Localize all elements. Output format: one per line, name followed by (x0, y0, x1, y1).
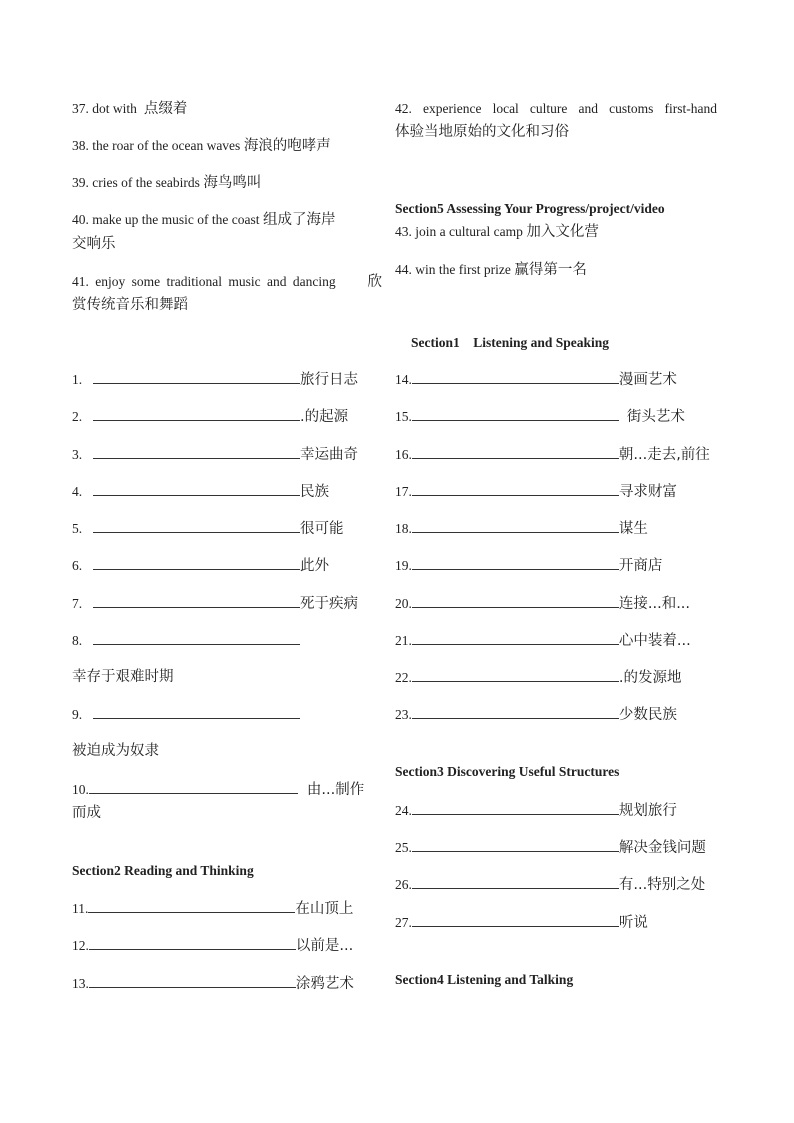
item-number: 9. (72, 707, 83, 722)
vocab-chinese: 点缀着 (143, 101, 188, 117)
item-chinese: 解决金钱问题 (618, 840, 706, 856)
vocab-chinese: 组成了海岸 (262, 212, 336, 228)
item-chinese: 规划旅行 (618, 803, 677, 819)
answer-blank[interactable] (412, 801, 619, 815)
fill-item-12 (72, 936, 353, 956)
answer-blank[interactable] (89, 974, 296, 988)
item-chinese: 连接...和... (618, 596, 691, 612)
fill-item-17 (395, 482, 677, 502)
item-number: 6. (72, 558, 83, 573)
fill-item-26 (395, 875, 705, 895)
item-chinese: 民族 (300, 484, 329, 500)
section4-heading: Section4 Listening and Talking (395, 972, 574, 987)
answer-blank[interactable] (412, 556, 619, 570)
item-number: 5. (72, 521, 83, 536)
fill-item-13 (72, 974, 354, 994)
answer-blank[interactable] (412, 482, 619, 496)
item-chinese: .的发源地 (618, 670, 682, 686)
answer-blank[interactable] (93, 519, 300, 533)
item-number: 16. (395, 447, 412, 462)
answer-blank[interactable] (93, 445, 300, 459)
item-number: 18. (395, 521, 412, 536)
vocab-english: 38. the roar of the ocean waves (72, 138, 241, 153)
vocab-english: 43. join a cultural camp (395, 224, 523, 239)
answer-blank[interactable] (88, 899, 295, 913)
answer-blank[interactable] (412, 838, 619, 852)
item-chinese: 幸运曲奇 (300, 447, 358, 463)
vocab-item-38 (72, 137, 331, 156)
item-number: 17. (395, 484, 412, 499)
vocab-item-39 (72, 174, 261, 193)
item-number: 22. (395, 670, 412, 685)
answer-blank[interactable] (93, 556, 300, 570)
item-chinese: 开商店 (618, 558, 663, 574)
fill-item-9-chinese: 被迫成为奴隶 (72, 743, 159, 759)
vocab-english: 40. make up the music of the coast (72, 212, 260, 227)
fill-item-11 (72, 899, 353, 919)
item-number: 19. (395, 558, 412, 573)
item-chinese: 很可能 (300, 521, 344, 537)
fill-item-20 (395, 594, 690, 614)
fill-item-23 (395, 705, 677, 725)
fill-item-2 (72, 407, 348, 427)
answer-blank[interactable] (93, 407, 300, 421)
answer-blank[interactable] (89, 780, 298, 794)
item-chinese: 朝...走去,前往 (618, 447, 710, 463)
fill-item-15 (395, 407, 685, 427)
vocab-item-41-line2: 赏传统音乐和舞蹈 (72, 297, 188, 313)
fill-item-9 (72, 705, 300, 725)
item-number: 10. (72, 782, 89, 797)
item-number: 4. (72, 484, 83, 499)
vocab-item-43 (395, 223, 599, 242)
item-number: 13. (72, 976, 89, 991)
answer-blank[interactable] (412, 519, 619, 533)
item-number: 21. (395, 633, 412, 648)
item-chinese: 寻求财富 (618, 484, 677, 500)
vocab-item-42: 42. experience local culture and customs first-hand (395, 101, 717, 116)
answer-blank[interactable] (93, 370, 300, 384)
answer-blank[interactable] (412, 875, 619, 889)
section2-heading: Section2 Reading and Thinking (72, 863, 254, 878)
fill-item-5 (72, 519, 344, 539)
fill-item-24 (395, 801, 677, 821)
fill-item-19 (395, 556, 662, 576)
item-number: 14. (395, 372, 412, 387)
item-number: 3. (72, 447, 83, 462)
vocab-english: 41. enjoy some traditional music and dancing (72, 274, 336, 289)
item-number: 23. (395, 707, 412, 722)
answer-blank[interactable] (412, 913, 619, 927)
fill-item-27 (395, 913, 648, 933)
section5-heading: Section5 Assessing Your Progress/project/video (395, 201, 665, 216)
item-number: 1. (72, 372, 83, 387)
answer-blank[interactable] (89, 936, 296, 950)
item-number: 11. (72, 901, 89, 916)
answer-blank[interactable] (93, 631, 300, 645)
fill-item-4 (72, 482, 329, 502)
item-chinese: 少数民族 (618, 707, 677, 723)
item-chinese: 街头艺术 (626, 409, 685, 425)
vocab-chinese: 赢得第一名 (514, 262, 587, 278)
vocab-english: 39. cries of the seabirds (72, 175, 200, 190)
item-number: 12. (72, 938, 89, 953)
answer-blank[interactable] (412, 407, 619, 421)
item-number: 8. (72, 633, 83, 648)
item-chinese: 死于疾病 (300, 596, 358, 612)
answer-blank[interactable] (412, 705, 619, 719)
answer-blank[interactable] (93, 482, 300, 496)
item-number: 20. (395, 596, 412, 611)
item-chinese: 漫画艺术 (618, 372, 677, 388)
vocab-item-37 (72, 100, 187, 119)
vocab-english: 37. dot with (72, 101, 137, 116)
item-chinese: 旅行日志 (300, 372, 358, 388)
item-chinese: 在山顶上 (295, 901, 354, 917)
item-number: 15. (395, 409, 412, 424)
answer-blank[interactable] (412, 445, 619, 459)
item-number: 27. (395, 915, 412, 930)
answer-blank[interactable] (412, 668, 619, 682)
item-chinese: 有...特别之处 (618, 877, 706, 893)
answer-blank[interactable] (93, 594, 300, 608)
vocab-item-42-line2: 体验当地原始的文化和习俗 (395, 124, 569, 140)
section3-heading: Section3 Discovering Useful Structures (395, 764, 620, 779)
item-number: 24. (395, 803, 412, 818)
item-number: 26. (395, 877, 412, 892)
fill-item-8-chinese: 幸存于艰难时期 (72, 669, 174, 685)
item-chinese: 涂鸦艺术 (295, 976, 354, 992)
fill-item-1 (72, 370, 358, 390)
fill-item-14 (395, 370, 677, 390)
answer-blank[interactable] (412, 594, 619, 608)
item-chinese: 谋生 (618, 521, 648, 537)
vocab-chinese: 海鸟鸣叫 (203, 175, 262, 191)
item-chinese: .的起源 (300, 409, 349, 425)
item-chinese: 以前是... (295, 938, 354, 954)
item-number: 2. (72, 409, 83, 424)
fill-item-25 (395, 838, 706, 858)
answer-blank[interactable] (412, 370, 619, 384)
fill-item-21 (395, 631, 691, 651)
fill-item-8 (72, 631, 300, 651)
item-chinese: 由...制作 (306, 782, 365, 798)
item-chinese: 此外 (300, 558, 329, 574)
fill-item-3 (72, 445, 358, 465)
fill-item-10 (72, 780, 364, 800)
answer-blank[interactable] (412, 631, 619, 645)
item-number: 25. (395, 840, 412, 855)
answer-blank[interactable] (93, 705, 300, 719)
vocab-english: 44. win the first prize (395, 262, 511, 277)
vocab-item-40-line2: 交响乐 (72, 236, 116, 252)
fill-item-22 (395, 668, 681, 688)
item-chinese: 听说 (618, 915, 648, 931)
fill-item-7 (72, 594, 358, 614)
fill-item-10-line2: 而成 (72, 805, 101, 821)
vocab-item-40 (72, 211, 335, 230)
item-number: 7. (72, 596, 83, 611)
vocab-chinese: 加入文化营 (526, 224, 599, 240)
vocab-item-44 (395, 261, 587, 280)
fill-item-6 (72, 556, 329, 576)
vocab-chinese: 欣 (367, 274, 382, 290)
fill-item-18 (395, 519, 648, 539)
fill-item-16 (395, 445, 710, 465)
section1-heading: Section1 Listening and Speaking (411, 335, 610, 350)
vocab-chinese: 海浪的咆哮声 (243, 138, 331, 154)
item-chinese: 心中装着... (618, 633, 691, 649)
vocab-item-41 (72, 273, 382, 291)
